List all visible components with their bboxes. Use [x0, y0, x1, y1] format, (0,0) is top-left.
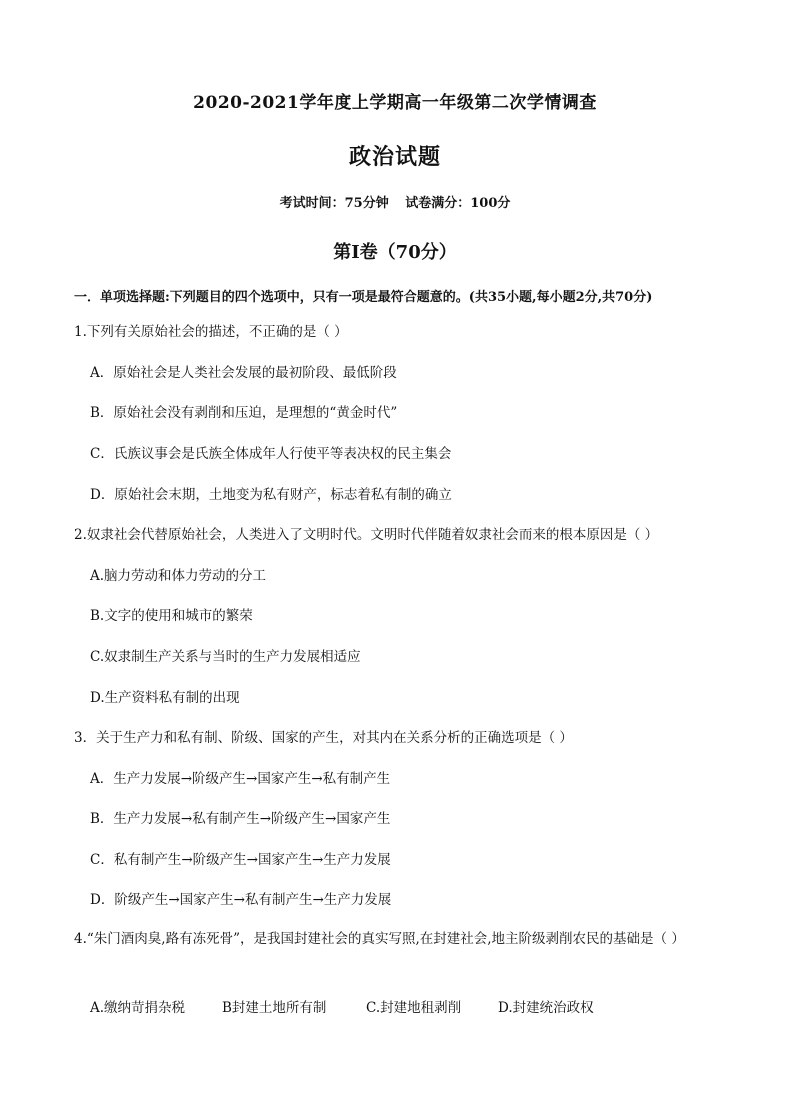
question-3-stem: 3．关于生产力和私有制、阶级、国家的产生，对其内在关系分析的正确选项是（ ）: [74, 730, 573, 746]
full-score: 试卷满分：100分: [405, 196, 511, 211]
question-1-option-b: B．原始社会没有剥削和压迫，是理想的“黄金时代”: [90, 405, 398, 421]
question-2-stem: 2.奴隶社会代替原始社会，人类进入了文明时代。文明时代伴随着奴隶社会而来的根本原因是（ ）: [74, 527, 659, 543]
exam-time: 考试时间：75分钟: [279, 196, 389, 211]
question-1-option-d: D．原始社会末期，土地变为私有财产，标志着私有制的确立: [90, 487, 452, 503]
question-4-option-c: C.封建地租剥削: [366, 1000, 462, 1016]
question-3-option-c: C．私有制产生→阶级产生→国家产生→生产力发展: [90, 852, 391, 868]
question-4-options: [90, 996, 594, 1016]
question-2-option-d: D.生产资料私有制的出现: [90, 690, 240, 706]
question-3-option-a: A．生产力发展→阶级产生→国家产生→私有制产生: [90, 771, 391, 787]
question-2-option-a: A.脑力劳动和体力劳动的分工: [90, 568, 267, 584]
question-3-option-b: B．生产力发展→私有制产生→阶级产生→国家产生: [90, 811, 391, 827]
question-2-option-c: C.奴隶制生产关系与当时的生产力发展相适应: [90, 649, 361, 665]
exam-meta: [0, 192, 790, 211]
question-3-option-d: D．阶级产生→国家产生→私有制产生→生产力发展: [90, 892, 392, 908]
question-2-option-b: B.文字的使用和城市的繁荣: [90, 608, 253, 624]
exam-title: 2020-2021学年度上学期高一年级第二次学情调查: [193, 93, 597, 113]
question-1-option-c: C．氏族议事会是氏族全体成年人行使平等表决权的民主集会: [90, 446, 452, 462]
question-1-stem: 1.下列有关原始社会的描述，不正确的是（ ）: [74, 324, 348, 340]
question-4-option-b: B封建土地所有制: [222, 1000, 327, 1016]
question-4-option-a: A.缴纳苛捐杂税: [90, 1000, 186, 1016]
question-4-option-d: D.封建统治政权: [498, 1000, 594, 1016]
section-instruction: 一．单项选择题:下列题目的四个选项中，只有一项是最符合题意的。(共35小题,每小题2分,共70分): [74, 290, 653, 305]
question-4-stem: 4.“朱门酒肉臭,路有冻死骨”，是我国封建社会的真实写照,在封建社会,地主阶级剥削农民的基础是（ ）: [74, 931, 685, 947]
question-1-option-a: A．原始社会是人类社会发展的最初阶段、最低阶段: [90, 365, 397, 381]
volume-heading: 第Ⅰ卷（70分）: [333, 242, 457, 263]
subject-title: 政治试题: [348, 144, 441, 170]
